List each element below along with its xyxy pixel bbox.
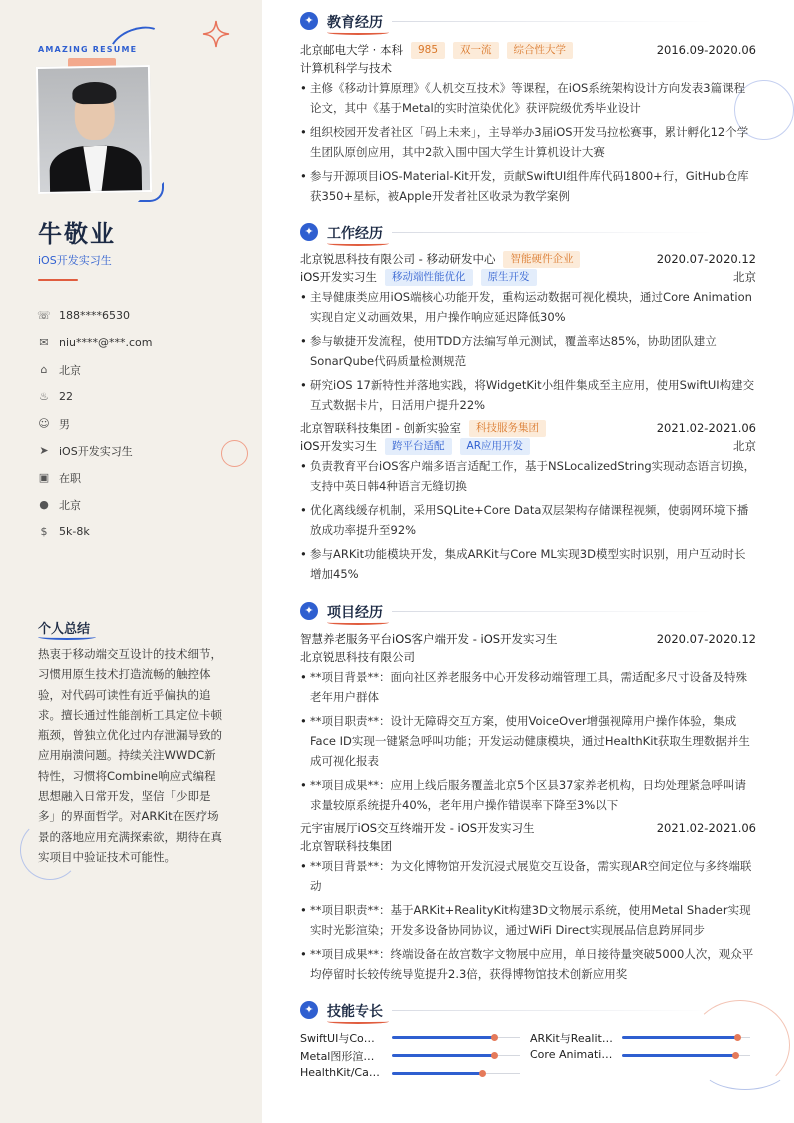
- company-tag: 科技服务集团: [469, 420, 546, 437]
- list-item: • **项目职责**：设计无障碍交互方案，使用VoiceOver增强视障用户操作体验，集成Face ID实现一键紧急呼叫功能；开发运动健康模块，通过HealthKit获取生理数据并生成可视化报表: [300, 711, 756, 771]
- education-date: 2016.09-2020.06: [656, 43, 756, 57]
- list-item: • **项目职责**：基于ARKit+RealityKit构建3D文物展示系统，使用Metal Shader实现实时光影渲染；开发多设备协同协议，通过WiFi Direct实现展品信息跨屏同步: [300, 900, 756, 940]
- section-title: 项目经历: [327, 605, 383, 621]
- job-bullets: [300, 456, 756, 584]
- list-item: • 参与开源项目iOS-Material-Kit开发，贡献SwiftUI组件库代码1800+行，GitHub仓库获350+星标，被Apple开发者社区收录为教学案例: [300, 166, 756, 206]
- company-name: 北京锐思科技有限公司 - 移动研发中心: [300, 252, 496, 266]
- position-tag: AR应用开发: [460, 438, 530, 455]
- summary-text: 热衷于移动端交互设计的技术细节，习惯用原生技术打造流畅的触控体验，对代码可读性有近乎偏执的追求。擅长通过性能剖析工具定位卡顿瓶颈，曾独立优化过内存泄漏导致的应用崩溃问题。持续关注WWDC新特性，习惯将Combine响应式编程思想融入日常开发，坚信「少即是多」的界面哲学。对ARKit在医疗场景的落地应用充满探索欲，期待在真实项目中验证技术可能性。: [38, 647, 222, 864]
- candidate-name: 牛敬业: [38, 220, 116, 248]
- company-name: 北京智联科技集团 - 创新实验室: [300, 421, 461, 435]
- education-row: [300, 41, 756, 59]
- smile-icon: ☺: [38, 417, 50, 430]
- info-gender: ☺ 男: [38, 417, 70, 431]
- mail-icon: ✉: [39, 336, 49, 349]
- decorative-arc: [20, 820, 80, 880]
- job-city: 北京: [733, 439, 756, 453]
- school-name: 北京邮电大学 · 本科: [300, 43, 403, 57]
- list-item: • 优化离线缓存机制，采用SQLite+Core Data双层架构存储课程视频，使弱网环境下播放成功率提升至92%: [300, 500, 756, 540]
- list-item: • 主导健康类应用iOS端核心功能开发，重构运动数据可视化模块，通过Core Animation实现自定义动画效果，用户操作响应延迟降低30%: [300, 287, 756, 327]
- school-tag: 综合性大学: [507, 42, 574, 59]
- section-underline: [327, 1019, 389, 1024]
- project-date: 2021.02-2021.06: [656, 821, 756, 835]
- list-item: • 研究iOS 17新特性并落地实践，将WidgetKit小组件集成至主应用，使用SwiftUI构建交互式数据卡片，日活用户提升22%: [300, 375, 756, 415]
- list-item: • **项目成果**：终端设备在故宫数字文物展中应用，单日接待量突破5000人次，观众平均停留时长较传统导览提升2.3倍，获得博物馆技术创新应用奖: [300, 944, 756, 984]
- section-underline: [327, 620, 389, 625]
- skill-name: Metal图形渲…: [300, 1050, 375, 1063]
- home-icon: ⌂: [40, 363, 48, 376]
- skill-item: [300, 1047, 526, 1065]
- info-target-role: ➤ iOS开发实习生: [39, 444, 133, 458]
- school-tag: 985: [411, 42, 445, 59]
- section-header: [300, 221, 756, 245]
- job-subheader: [300, 268, 756, 286]
- list-item: • **项目背景**：面向社区养老服务中心开发移动端管理工具，需适配多尺寸设备及特殊老年用户群体: [300, 667, 756, 707]
- info-salary: $ 5k-8k: [38, 518, 238, 545]
- list-item: • **项目背景**：为文化博物馆开发沉浸式展览交互设备，需实现AR空间定位与多终端联动: [300, 856, 756, 896]
- info-location: ● 北京: [39, 498, 81, 512]
- role-underline: [38, 279, 78, 281]
- list-item: • 参与ARKit功能模块开发，集成ARKit与Core ML实现3D模型实时识别，用户互动时长增加45%: [300, 544, 756, 584]
- list-item: • 负责教育平台iOS客户端多语言适配工作，基于NSLocalizedString实现动态语言切换，支持中英日韩4种语言无缝切换: [300, 456, 756, 496]
- cake-icon: ♨: [39, 390, 49, 403]
- summary-heading: 个人总结: [38, 622, 91, 637]
- job-date: 2021.02-2021.06: [656, 421, 756, 435]
- project-org: 北京锐思科技有限公司: [300, 650, 415, 664]
- job-date: 2020.07-2020.12: [656, 252, 756, 266]
- sparkle-badge-icon: ✦: [300, 602, 318, 620]
- skill-level-dot: [479, 1070, 486, 1077]
- projects-section: [300, 600, 756, 988]
- info-email: ✉ niu****@***.com: [39, 336, 153, 349]
- section-rule: [392, 21, 712, 22]
- section-rule: [392, 611, 712, 612]
- list-item: • 参与敏捷开发流程，使用TDD方法编写单元测试，覆盖率达85%，协助团队建立SonarQube代码质量检测规范: [300, 331, 756, 371]
- project-org: 北京智联科技集团: [300, 839, 392, 853]
- skill-level-dot: [491, 1034, 498, 1041]
- info-status: ▣ 在职: [38, 471, 81, 485]
- section-rule: [392, 1010, 712, 1011]
- job-header: [300, 250, 756, 268]
- skills-list: [300, 1029, 756, 1089]
- job-city: 北京: [733, 270, 756, 284]
- section-title: 工作经历: [327, 226, 383, 242]
- section-title: 技能专长: [327, 1004, 383, 1020]
- project-name: 元宇宙展厅iOS交互终端开发 - iOS开发实习生: [300, 821, 535, 835]
- summary-underline: [38, 634, 96, 640]
- section-rule: [392, 232, 712, 233]
- tagline: AMAZING RESUME: [38, 45, 138, 54]
- work-section: [300, 221, 756, 588]
- job-position: iOS开发实习生: [300, 439, 378, 453]
- section-underline: [327, 30, 389, 35]
- skill-level-dot: [491, 1052, 498, 1059]
- skill-item: [300, 1065, 526, 1083]
- contact-info-list: [38, 302, 238, 545]
- skill-level-bar: [392, 1054, 494, 1057]
- skill-name: Core Animati…: [530, 1048, 613, 1061]
- job-header: [300, 419, 756, 437]
- job-entry: [300, 250, 756, 415]
- skill-name: SwiftUI与Co…: [300, 1032, 375, 1045]
- candidate-role: iOS开发实习生: [38, 254, 112, 267]
- section-header: [300, 999, 756, 1023]
- skill-item: [300, 1029, 526, 1047]
- project-name: 智慧养老服务平台iOS客户端开发 - iOS开发实习生: [300, 632, 558, 646]
- list-item: • 组织校园开发者社区「码上未来」，主导举办3届iOS开发马拉松赛事，累计孵化12个学生团队原创应用，其中2款入围中国大学生计算机设计大赛: [300, 122, 756, 162]
- skill-name: ARKit与Realit…: [530, 1032, 613, 1045]
- section-title: 教育经历: [327, 15, 383, 31]
- briefcase-icon: ▣: [38, 471, 50, 484]
- school-tag: 双一流: [453, 42, 499, 59]
- decorative-circle: [221, 440, 248, 467]
- education-bullets: [300, 78, 756, 206]
- send-icon: ➤: [39, 444, 49, 457]
- phone-icon: ☏: [37, 309, 51, 322]
- sidebar: [0, 0, 262, 1123]
- skill-level-bar: [392, 1072, 482, 1075]
- decorative-corner: [138, 182, 164, 202]
- decorative-arc: [700, 1040, 790, 1090]
- sparkle-badge-icon: ✦: [300, 1001, 318, 1019]
- info-age: ♨ 22: [39, 390, 73, 403]
- education-section: [300, 10, 756, 210]
- avatar: [36, 65, 152, 194]
- job-position: iOS开发实习生: [300, 270, 378, 284]
- job-entry: [300, 419, 756, 584]
- position-tag: 移动端性能优化: [385, 269, 473, 286]
- job-bullets: [300, 287, 756, 415]
- position-tag: 原生开发: [481, 269, 537, 286]
- info-phone: ☏ 188****6530: [37, 309, 130, 322]
- position-tag: 跨平台适配: [385, 438, 452, 455]
- skill-name: HealthKit/Ca…: [300, 1066, 380, 1079]
- project-bullets: [300, 856, 756, 984]
- project-bullets: [300, 667, 756, 815]
- sparkle-icon: [201, 19, 231, 49]
- section-header: [300, 10, 756, 34]
- info-hometown: ⌂ 北京: [38, 356, 238, 383]
- sparkle-badge-icon: ✦: [300, 12, 318, 30]
- project-date: 2020.07-2020.12: [656, 632, 756, 646]
- project-entry: [300, 630, 756, 815]
- project-header: [300, 819, 756, 837]
- project-entry: [300, 819, 756, 984]
- sparkle-badge-icon: ✦: [300, 223, 318, 241]
- major: 计算机科学与技术: [300, 61, 392, 75]
- job-subheader: [300, 437, 756, 455]
- company-tag: 智能硬件企业: [503, 251, 580, 268]
- location-icon: ●: [39, 498, 49, 511]
- skills-section: [300, 999, 756, 1089]
- list-item: • **项目成果**：应用上线后服务覆盖北京5个区县37家养老机构，日均处理紧急呼叫请求量较原系统提升40%，老年用户操作错误率下降至3%以下: [300, 775, 756, 815]
- skill-level-bar: [392, 1036, 494, 1039]
- project-header: [300, 630, 756, 648]
- list-item: • 主修《移动计算原理》《人机交互技术》等课程，在iOS系统架构设计方向发表3篇课程论文，其中《基于Metal的实时渲染优化》获评院级优秀毕业设计: [300, 78, 756, 118]
- money-icon: $: [40, 525, 48, 538]
- section-header: [300, 600, 756, 624]
- section-underline: [327, 241, 389, 246]
